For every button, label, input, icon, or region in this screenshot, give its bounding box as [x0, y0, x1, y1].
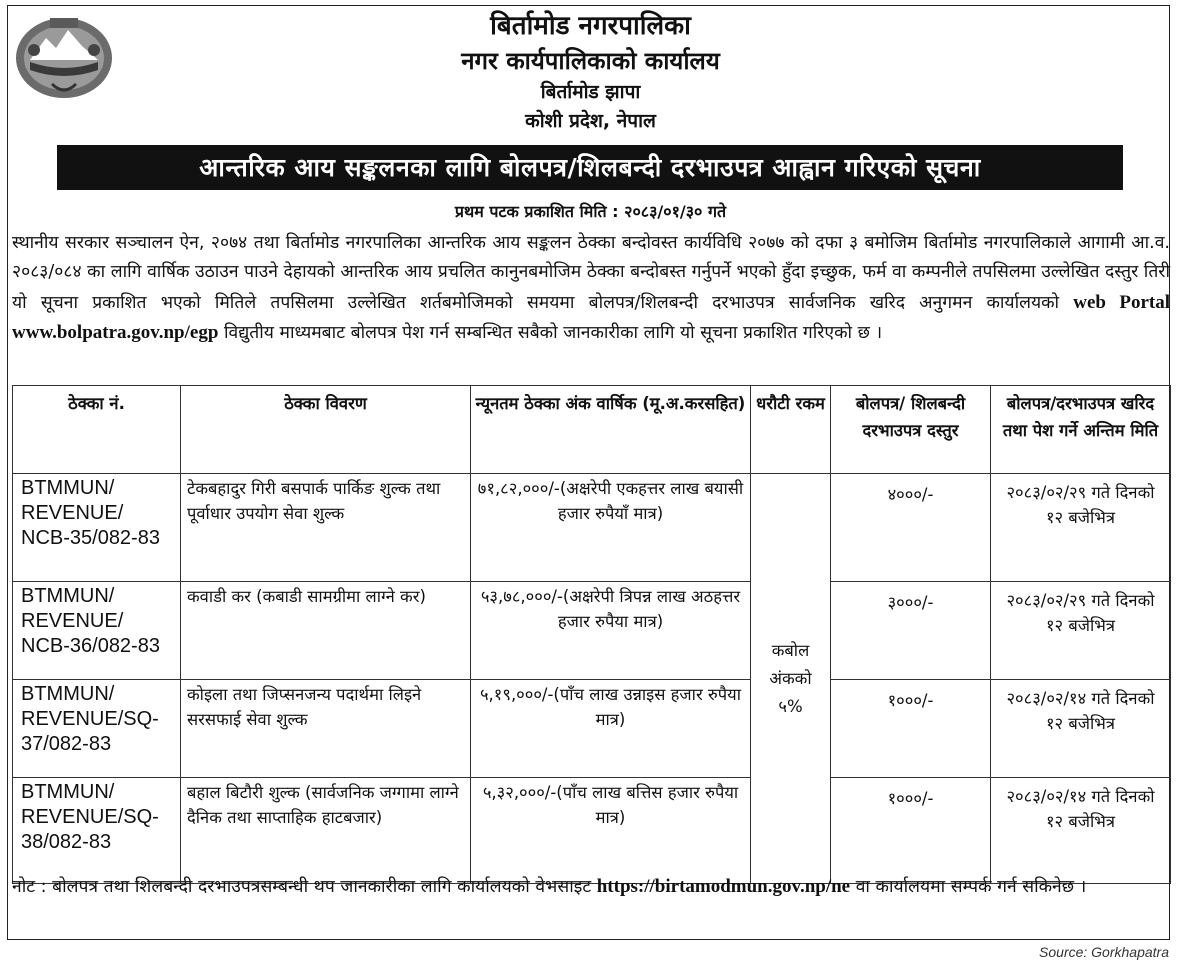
- cell-code: BTMMUN/ REVENUE/SQ-38/082-83: [13, 778, 181, 884]
- cell-deadline: २०८३/०२/१४ गते दिनको १२ बजेभित्र: [991, 778, 1171, 884]
- province-country: कोशी प्रदेश, नेपाल: [525, 110, 656, 132]
- portal-link[interactable]: web Portal www.bolpatra.gov.np/egp: [12, 291, 1170, 344]
- cell-fee: १०००/-: [831, 680, 991, 778]
- cell-description: टेकबहादुर गिरी बसपार्क पार्किङ शुल्क तथा पूर्वाधार उपयोग सेवा शुल्क: [181, 474, 471, 582]
- published-date: प्रथम पटक प्रकाशित मिति : २०८३/०१/३० गते: [454, 202, 727, 221]
- contract-table: [12, 385, 1171, 884]
- cell-fee: ३०००/-: [831, 582, 991, 680]
- cell-amount: ७१,८२,०००/-(अक्षरेपी एकहत्तर लाख बयासी हजार रुपैयाँ मात्र): [471, 474, 751, 582]
- intro-text-2: विद्युतीय माध्यमबाट बोलपत्र पेश गर्न सम्बन्धित सबैको जानकारीका लागि यो सूचना प्रकाशित गरिएको छ ।: [223, 323, 883, 344]
- cell-code: BTMMUN/ REVENUE/ NCB-35/082-83: [13, 474, 181, 582]
- header-amount: न्यूनतम ठेक्का अंक वार्षिक (मू.अ.करसहित): [471, 386, 751, 474]
- table-header-row: [13, 386, 1171, 474]
- cell-deadline: २०८३/०२/१४ गते दिनको १२ बजेभित्र: [991, 680, 1171, 778]
- table-row: [13, 680, 1171, 778]
- header-description: ठेक्का विवरण: [181, 386, 471, 474]
- intro-paragraph: [12, 229, 1170, 349]
- table-row: [13, 582, 1171, 680]
- table-row: [13, 778, 1171, 884]
- note-text-2: वा कार्यालयमा सम्पर्क गर्न सकिनेछ ।: [855, 877, 1087, 897]
- office-name: नगर कार्यपालिकाको कार्यालय: [461, 47, 720, 75]
- office-header: [0, 8, 1181, 136]
- cell-description: कवाडी कर (कबाडी सामग्रीमा लाग्ने कर): [181, 582, 471, 680]
- cell-deadline: २०८३/०२/२९ गते दिनको १२ बजेभित्र: [991, 582, 1171, 680]
- cell-description: कोइला तथा जिप्सनजन्य पदार्थमा लिइने सरसफाई सेवा शुल्क: [181, 680, 471, 778]
- cell-deadline: २०८३/०२/२९ गते दिनको १२ बजेभित्र: [991, 474, 1171, 582]
- footer-note: [12, 872, 1170, 902]
- cell-amount: ५३,७८,०००/-(अक्षरेपी त्रिपन्न लाख अठहत्तर हजार रुपैया मात्र): [471, 582, 751, 680]
- cell-code: BTMMUN/ REVENUE/ NCB-36/082-83: [13, 582, 181, 680]
- cell-code: BTMMUN/ REVENUE/SQ-37/082-83: [13, 680, 181, 778]
- note-text: नोट : बोलपत्र तथा शिलबन्दी दरभाउपत्रसम्बन्धी थप जानकारीका लागि कार्यालयको वेभसाइट: [12, 877, 592, 897]
- intro-text: स्थानीय सरकार सञ्चालन ऐन, २०७४ तथा बिर्तामोड नगरपालिका आन्तरिक आय सङ्कलन ठेक्का बन्दोवस्त कार्यविधि २०७७ को दफा ३ बमोजिम बिर्तामोड नगरपालिकाले आगामी आ.व. २०८३/०८४ का लागि वार्षिक उठाउन पाउने देहायको आन्तरिक आय प्रचलित कानुनबमोजिम ठेक्का बन्दोबस्त गर्नुपर्ने भएको हुँदा इच्छुक, फर्म वा कम्पनीले तपसिलमा उल्लेखित दस्तुर तिरी यो सूचना प्रकाशित भएको मितिले तपसिलमा उल्लेखित शर्तबमोजिमको समयमा बोलपत्र/शिलबन्दी दरभाउपत्र सार्वजनिक खरिद अनुगमन कार्यालयको: [12, 233, 1170, 313]
- cell-amount: ५,३२,०००/-(पाँच लाख बत्तिस हजार रुपैया मात्र): [471, 778, 751, 884]
- cell-deposit: कबोल अंकको ५%: [751, 474, 831, 884]
- source-credit: Source: Gorkhapatra: [1039, 944, 1169, 960]
- website-link[interactable]: https://birtamodmun.gov.np/ne: [596, 876, 851, 897]
- cell-fee: १०००/-: [831, 778, 991, 884]
- notice-title: आन्तरिक आय सङ्कलनका लागि बोलपत्र/शिलबन्दी दरभाउपत्र आह्वान गरिएको सूचना: [57, 145, 1123, 190]
- header-deadline: बोलपत्र/दरभाउपत्र खरिद तथा पेश गर्ने अन्तिम मिति: [991, 386, 1171, 474]
- office-location: बिर्तामोड झापा: [540, 81, 641, 103]
- cell-fee: ४०००/-: [831, 474, 991, 582]
- municipality-name: बिर्तामोड नगरपालिका: [490, 11, 691, 41]
- cell-amount: ५,१९,०००/-(पाँच लाख उन्नाइस हजार रुपैया मात्र): [471, 680, 751, 778]
- header-code: ठेक्का नं.: [13, 386, 181, 474]
- table-row: [13, 474, 1171, 582]
- cell-description: बहाल बिटौरी शुल्क (सार्वजनिक जग्गामा लाग्ने दैनिक तथा साप्ताहिक हाटबजार): [181, 778, 471, 884]
- header-fee: बोलपत्र/ शिलबन्दी दरभाउपत्र दस्तुर: [831, 386, 991, 474]
- header-deposit: धरौटी रकम: [751, 386, 831, 474]
